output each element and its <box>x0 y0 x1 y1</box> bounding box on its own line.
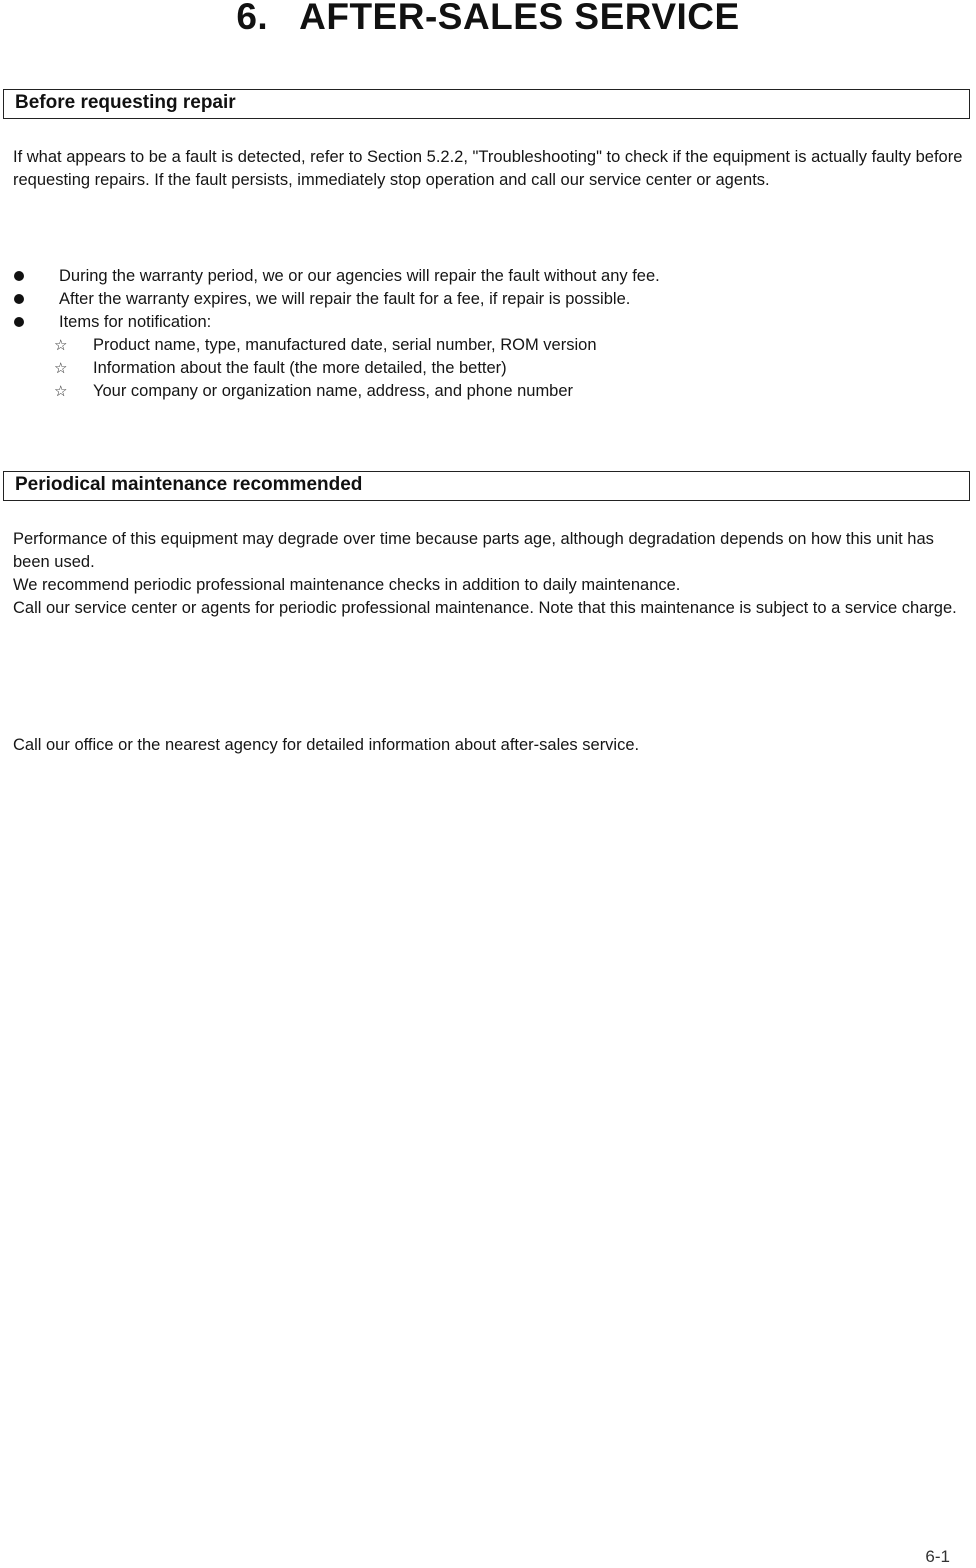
repair-intro-text: If what appears to be a fault is detected, refer to Section 5.2.2, "Troubleshooting" to check if the equipment is actually faulty before requesting repairs. If the fault persists, immediately stop operation and call our service center or agents. <box>13 148 963 189</box>
star-outline-icon: ☆ <box>54 360 68 377</box>
notification-item-text: Your company or organization name, address, and phone number <box>93 382 574 400</box>
list-item <box>13 265 953 288</box>
page-number: 6-1 <box>925 1547 950 1566</box>
list-item <box>13 311 953 334</box>
list-item <box>13 288 953 311</box>
maintenance-paragraphs <box>13 528 963 620</box>
section-heading-before-repair <box>3 89 970 119</box>
section-heading-label: Periodical maintenance recommended <box>15 474 363 495</box>
bullet-text: After the warranty expires, we will repair the fault for a fee, if repair is possible. <box>59 290 631 308</box>
notification-item-text: Product name, type, manufactured date, serial number, ROM version <box>93 336 597 354</box>
repair-intro-paragraph <box>13 146 963 192</box>
maintenance-paragraph: We recommend periodic professional maintenance checks in addition to daily maintenance. <box>13 576 681 594</box>
star-outline-icon: ☆ <box>54 383 68 400</box>
notification-item <box>13 334 953 357</box>
maintenance-paragraph: Performance of this equipment may degrade over time because parts age, although degradation depends on how this unit has been used. <box>13 530 934 571</box>
bullet-icon <box>14 317 24 327</box>
bullet-icon <box>14 294 24 304</box>
bullet-icon <box>14 271 24 281</box>
bullet-text: During the warranty period, we or our agencies will repair the fault without any fee. <box>59 267 660 285</box>
bullet-text: Items for notification: <box>59 313 212 331</box>
closing-note: Call our office or the nearest agency for detailed information about after-sales service. <box>13 736 640 754</box>
maintenance-paragraph: Call our service center or agents for periodic professional maintenance. Note that this maintenance is subject to a service charge. <box>13 599 957 617</box>
notification-item <box>13 380 953 403</box>
notification-item-text: Information about the fault (the more detailed, the better) <box>93 359 507 377</box>
section-heading-label: Before requesting repair <box>15 92 236 113</box>
star-outline-icon: ☆ <box>54 337 68 354</box>
section-heading-maintenance <box>3 471 970 501</box>
notification-item <box>13 357 953 380</box>
repair-bullet-list <box>13 265 953 403</box>
page-title: 6. AFTER-SALES SERVICE <box>236 0 740 37</box>
